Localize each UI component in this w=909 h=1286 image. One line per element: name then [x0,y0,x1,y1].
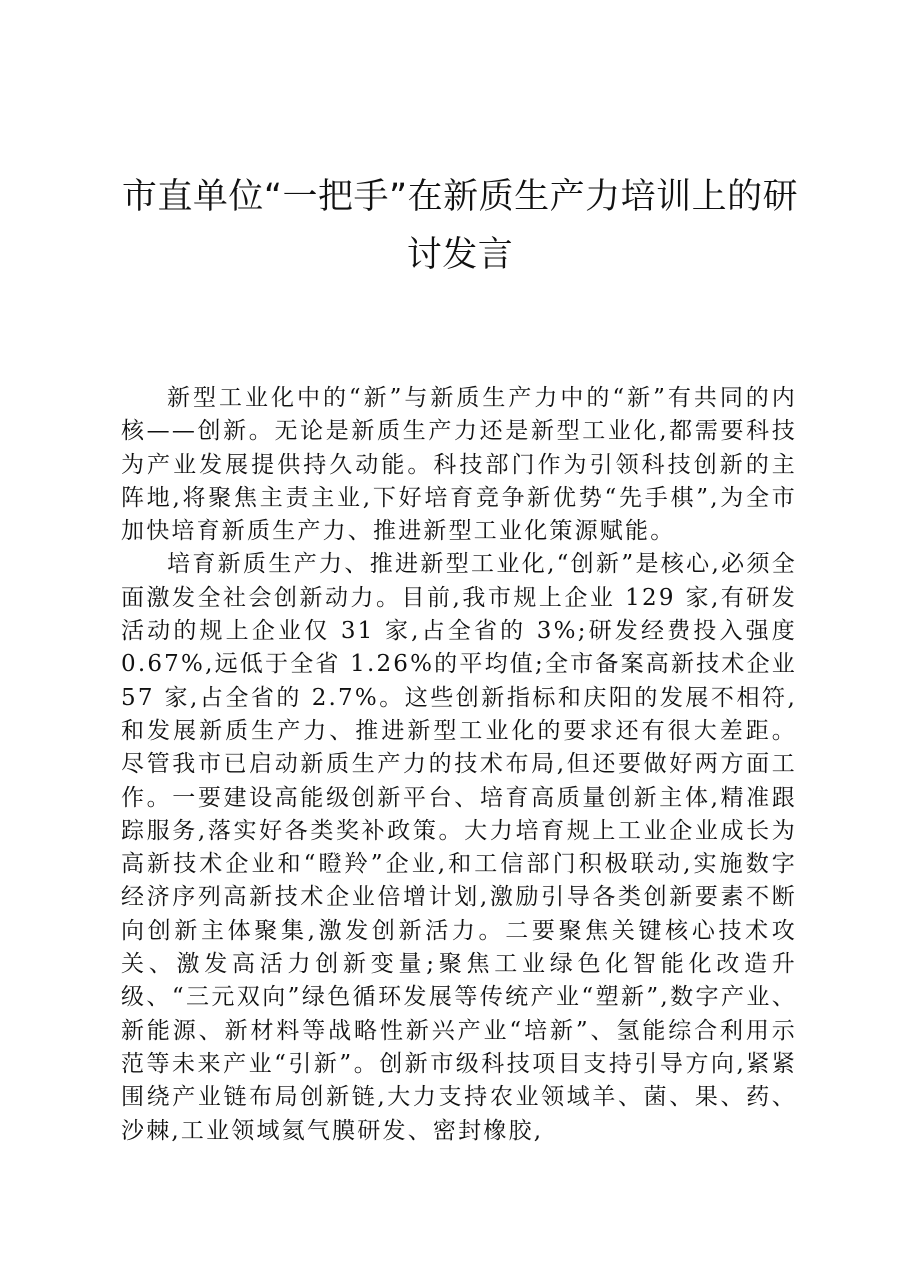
paragraph-2: 培育新质生产力、推进新型工业化,“创新”是核心,必须全面激发全社会创新动力。目前,我市规上企业 129 家,有研发活动的规上企业仅 31 家,占全省的 3%;研发经费投入强度 0.67%,远低于全省 1.26%的平均值;全市备案高新技术企业 57 家,占全省的 2.7%。这些创新指标和庆阳的发展不相符,和发展新质生产力、推进新型工业化的要求还有很大差距。尽管我市已启动新质生产力的技术布局,但还要做好两方面工作。一要建设高能级创新平台、培育高质量创新主体,精准跟踪服务,落实好各类奖补政策。大力培育规上工业企业成长为高新技术企业和“瞪羚”企业,和工信部门积极联动,实施数字经济序列高新技术企业倍增计划,激励引导各类创新要素不断向创新主体聚集,激发创新活力。二要聚焦关键核心技术攻关、激发高活力创新变量;聚焦工业绿色化智能化改造升级、“三元双向”绿色循环发展等传统产业“塑新”,数字产业、新能源、新材料等战略性新兴产业“培新”、氢能综合利用示范等未来产业“引新”。创新市级科技项目支持引导方向,紧紧围绕产业链布局创新链,大力支持农业领域羊、菌、果、药、沙棘,工业领域氦气膜研发、密封橡胶, [121,551,797,1144]
document-title: 市直单位“一把手”在新质生产力培训上的研讨发言 [121,177,799,275]
paragraph-1: 新型工业化中的“新”与新质生产力中的“新”有共同的内核——创新。无论是新质生产力还是新型工业化,都需要科技为产业发展提供持久动能。科技部门作为引领科技创新的主阵地,将聚焦主责主业,下好培育竞争新优势“先手棋”,为全市加快培育新质生产力、推进新型工业化策源赋能。 [121,385,797,545]
document-body [121,382,797,1148]
